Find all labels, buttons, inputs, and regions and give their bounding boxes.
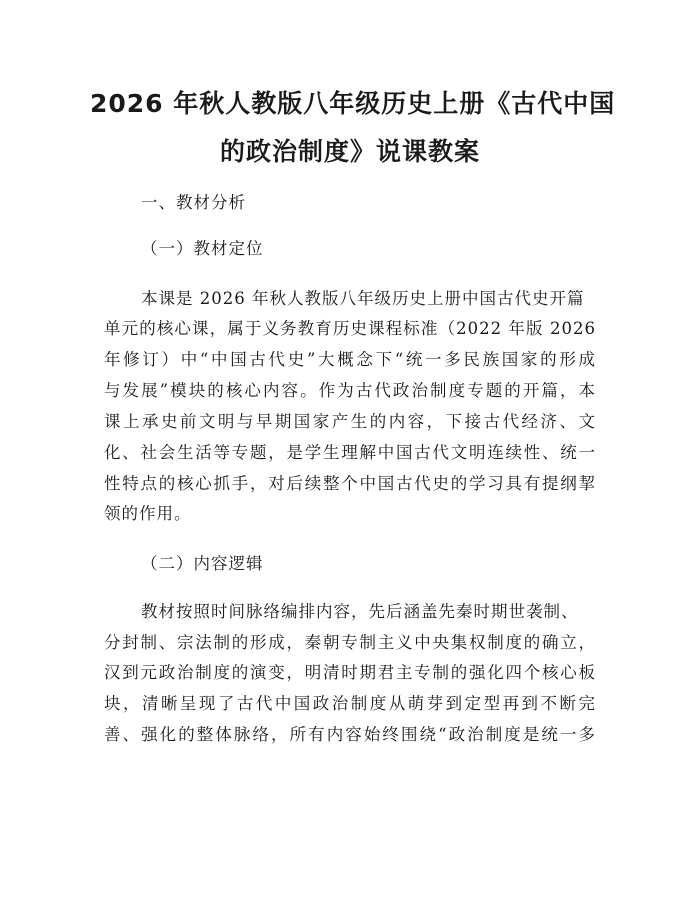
section-heading: 一、教材分析 (141, 193, 246, 212)
paragraph-line: 单元的核心课，属于义务教育历史课程标准（2022 年版 2026 (104, 319, 596, 338)
subsection-heading: （一）教材定位 (141, 239, 264, 258)
paragraph-line: 教材按照时间脉络编排内容，先后涵盖先秦时期世袭制、 (141, 602, 579, 621)
paragraph-line: 块，清晰呈现了古代中国政治制度从萌芽到定型再到不断完 (104, 694, 596, 713)
subsection-heading: （二）内容逻辑 (141, 554, 264, 573)
document-title-line-2: 的政治制度》说课教案 (219, 137, 480, 166)
paragraph-line: 领的作用。 (104, 504, 192, 523)
paragraph-line: 与发展”模块的核心内容。作为古代政治制度专题的开篇，本 (104, 381, 596, 400)
paragraph-line: 年修订）中“中国古代史”大概念下“统一多民族国家的形成 (104, 350, 596, 369)
document-title-line-1: 2026 年秋人教版八年级历史上册《古代中国 (90, 89, 616, 118)
paragraph-line: 课上承史前文明与早期国家产生的内容，下接古代经济、文 (104, 412, 596, 431)
paragraph-line: 性特点的核心抓手，对后续整个中国古代史的学习具有提纲挈 (104, 474, 596, 493)
paragraph-line: 汉到元政治制度的演变，明清时期君主专制的强化四个核心板 (104, 663, 596, 682)
paragraph-line: 分封制、宗法制的形成，秦朝专制主义中央集权制度的确立， (104, 633, 596, 652)
paragraph-line: 善、强化的整体脉络，所有内容始终围绕“政治制度是统一多 (104, 725, 596, 744)
paragraph-line: 本课是 2026 年秋人教版八年级历史上册中国古代史开篇 (141, 289, 585, 308)
paragraph-line: 化、社会生活等专题，是学生理解中国古代文明连续性、统一 (104, 443, 596, 462)
